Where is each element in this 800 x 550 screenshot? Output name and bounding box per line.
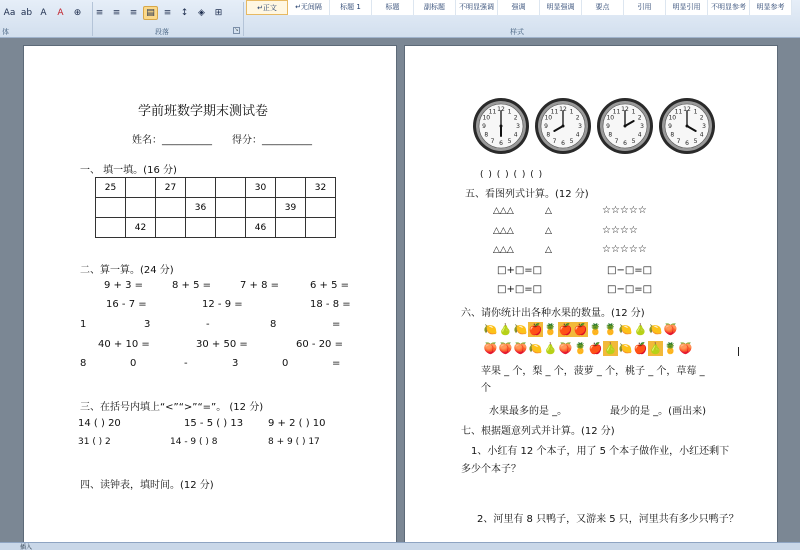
calc-item: - (206, 319, 210, 330)
calc-item: = (332, 319, 341, 330)
grid-cell: 32 (306, 178, 336, 198)
grid-cell[interactable] (156, 218, 186, 238)
svg-text:4: 4 (699, 131, 704, 139)
fruit-icon: 🍍 (603, 323, 618, 336)
number-grid (95, 177, 336, 238)
fruit-icon: 🍐 (648, 342, 663, 355)
svg-text:5: 5 (631, 137, 636, 145)
svg-text:3: 3 (702, 123, 706, 131)
svg-text:7: 7 (552, 137, 557, 145)
grid-cell[interactable] (306, 198, 336, 218)
fruit-icon: 🍎 (573, 323, 588, 336)
clock-face (473, 98, 529, 154)
format-button-icon[interactable]: ≡ (95, 8, 104, 18)
triangle-single: △ (545, 206, 552, 216)
fruit-icon: 🍑 (498, 342, 513, 355)
svg-text:5: 5 (693, 137, 698, 145)
calc-item: 9 + 3 = (104, 280, 144, 291)
grid-cell[interactable] (306, 218, 336, 238)
styles-gallery (246, 0, 800, 16)
style-item[interactable]: 明显强调 (540, 0, 582, 15)
styles-group-label: 样式 (510, 28, 524, 36)
triangle-group: △△△ (493, 245, 514, 255)
grid-cell[interactable] (156, 198, 186, 218)
fruit-icon: 🍑 (678, 342, 693, 355)
style-item[interactable]: ↵正文 (246, 0, 288, 15)
svg-text:8: 8 (608, 131, 613, 139)
svg-text:1: 1 (631, 108, 636, 116)
fruit-icon: 🍎 (528, 323, 543, 336)
grid-cell[interactable] (216, 218, 246, 238)
svg-text:4: 4 (637, 131, 642, 139)
fruit-icon: 🍋 (483, 323, 498, 336)
fruit-icon: 🍋 (618, 342, 633, 355)
paragraph-group-label: 段落 (155, 28, 169, 36)
grid-cell[interactable] (126, 198, 156, 218)
font-group-label: 体 (2, 28, 9, 36)
name-field: 姓名：__________ (132, 135, 212, 146)
grid-cell[interactable] (126, 178, 156, 198)
svg-text:6: 6 (685, 140, 689, 148)
ribbon-separator (92, 2, 93, 36)
svg-text:12: 12 (621, 106, 629, 114)
format-button-icon[interactable]: ⊞ (214, 8, 223, 18)
calc-item: 6 + 5 = (310, 280, 350, 291)
grid-cell: 30 (246, 178, 276, 198)
section-6-heading: 六、请你统计出各种水果的数量。(12 分) (461, 308, 645, 319)
format-button-icon[interactable]: A (57, 8, 64, 18)
star-row: ☆☆☆☆☆ (602, 244, 647, 255)
svg-text:5: 5 (569, 137, 574, 145)
svg-text:9: 9 (606, 123, 610, 131)
section-3-heading: 三、在括号内填上“<”“>”“=”。 (12 分) (80, 402, 264, 413)
text-cursor (738, 347, 739, 356)
style-item[interactable]: 引用 (624, 0, 666, 15)
fruit-icon: 🍋 (513, 323, 528, 336)
style-item[interactable]: 明显引用 (666, 0, 708, 15)
grid-cell: 36 (186, 198, 216, 218)
fruit-icon: 🍋 (618, 323, 633, 336)
calc-item: = (332, 358, 341, 369)
fruit-icon: 🍑 (483, 342, 498, 355)
svg-text:11: 11 (550, 108, 559, 116)
svg-text:1: 1 (569, 108, 574, 116)
svg-text:11: 11 (612, 108, 621, 116)
compare-item: 14 ( ) 20 (78, 418, 121, 429)
style-item[interactable]: 不明显强调 (456, 0, 498, 15)
section-7-heading: 七、根据题意列式并计算。(12 分) (461, 426, 615, 437)
triangle-group: △△△ (493, 226, 514, 236)
calc-item: 16 - 7 = (106, 299, 147, 310)
svg-text:12: 12 (559, 106, 567, 114)
calc-item: 18 - 8 = (310, 299, 351, 310)
clock-face (659, 98, 715, 154)
section-1-heading: 一、 填一填。(16 分) (80, 165, 177, 176)
calc-item: 8 + 5 = (172, 280, 212, 291)
style-item[interactable]: 明显参考 (750, 0, 792, 15)
svg-text:6: 6 (623, 140, 627, 148)
section-2-heading: 二、算一算。(24 分) (80, 265, 174, 276)
calc-item: 3 (144, 319, 151, 330)
format-button-icon[interactable]: Aa (3, 8, 16, 18)
svg-text:8: 8 (670, 131, 675, 139)
clock-face (535, 98, 591, 154)
calc-item: 1 (80, 319, 87, 330)
triangle-single: △ (545, 226, 552, 236)
insert-mode-label[interactable]: 插入 (20, 544, 33, 550)
svg-text:1: 1 (507, 108, 512, 116)
page-1 (23, 45, 397, 550)
grid-cell: 25 (96, 178, 126, 198)
grid-cell[interactable] (246, 198, 276, 218)
box-equation: □+□=□ (497, 265, 543, 276)
style-item[interactable]: 标题 (372, 0, 414, 15)
grid-cell[interactable] (276, 178, 306, 198)
clock-faces (405, 92, 778, 162)
dialog-launcher-icon[interactable]: ↘ (234, 27, 239, 33)
grid-cell[interactable] (96, 218, 126, 238)
format-button-icon[interactable]: A (40, 8, 47, 18)
question-1: 1、小红有 12 个本子，用了 5 个本子做作业，小红还剩下 (471, 446, 730, 457)
fruit-icon: 🍍 (573, 342, 588, 355)
style-item[interactable]: 不明显参考 (708, 0, 750, 15)
score-field: 得分：__________ (232, 135, 312, 146)
calc-item: - (184, 358, 188, 369)
triangle-single: △ (545, 245, 552, 255)
svg-text:5: 5 (507, 137, 512, 145)
compare-item: 31 ( ) 2 (78, 437, 111, 447)
svg-text:10: 10 (668, 114, 677, 122)
svg-text:2: 2 (637, 114, 642, 122)
svg-text:10: 10 (482, 114, 491, 122)
fruit-row-2 (483, 341, 693, 356)
grid-cell: 46 (246, 218, 276, 238)
fruit-icon: 🍑 (513, 342, 528, 355)
grid-cell[interactable] (96, 198, 126, 218)
compare-item: 15 - 5 ( ) 13 (184, 418, 244, 429)
fruit-icon: 🍍 (663, 342, 678, 355)
fruit-icon: 🍑 (663, 323, 678, 336)
clock-face (597, 98, 653, 154)
section-5-heading: 五、看图列式计算。(12 分) (465, 189, 589, 200)
fruit-least-line: 最少的是 _。(画出来) (610, 406, 706, 417)
svg-text:3: 3 (640, 123, 644, 131)
style-item[interactable]: 副标题 (414, 0, 456, 15)
svg-text:8: 8 (546, 131, 551, 139)
svg-text:4: 4 (575, 131, 580, 139)
format-button-icon[interactable]: ▤ (143, 6, 158, 20)
svg-text:11: 11 (674, 108, 683, 116)
box-equation: □−□=□ (607, 284, 653, 295)
ribbon (0, 0, 800, 38)
grid-cell[interactable] (216, 198, 246, 218)
calc-item: 30 + 50 = (196, 339, 248, 350)
calc-item: 8 (80, 358, 87, 369)
style-item[interactable]: 标题 1 (330, 0, 372, 15)
fruit-icon: 🍐 (603, 342, 618, 355)
format-button-icon[interactable]: ≡ (129, 8, 138, 18)
calc-item: 0 (282, 358, 289, 369)
compare-item: 14 - 9 ( ) 8 (170, 437, 218, 447)
svg-text:10: 10 (544, 114, 553, 122)
grid-cell[interactable] (186, 218, 216, 238)
svg-text:9: 9 (482, 123, 486, 131)
fruit-count-unit: 个 (481, 383, 491, 394)
page-2 (404, 45, 778, 550)
format-toolbar (2, 5, 226, 21)
box-equation: □−□=□ (607, 265, 653, 276)
svg-text:2: 2 (513, 114, 518, 122)
fruit-icon: 🍐 (543, 342, 558, 355)
fruit-icon: 🍍 (543, 323, 558, 336)
fruit-count-line: 苹果 _ 个，梨 _ 个，菠萝 _ 个，桃子 _ 个，草莓 _ (481, 366, 705, 377)
box-equation: □+□=□ (497, 284, 543, 295)
style-item[interactable]: ↵无间隔 (288, 0, 330, 15)
grid-cell: 27 (156, 178, 186, 198)
calc-item: 12 - 9 = (202, 299, 243, 310)
calc-item: 60 - 20 = (296, 339, 343, 350)
calc-item: 40 + 10 = (98, 339, 150, 350)
grid-cell[interactable] (276, 218, 306, 238)
svg-text:10: 10 (606, 114, 615, 122)
svg-text:12: 12 (683, 106, 691, 114)
clock-answer-parens: ( ) ( ) ( ) ( ) (480, 170, 544, 180)
svg-text:7: 7 (490, 137, 495, 145)
fruit-icon: 🍋 (648, 323, 663, 336)
calc-item: 3 (232, 358, 239, 369)
fruit-icon: 🍍 (588, 323, 603, 336)
format-button-icon[interactable]: ◈ (198, 8, 205, 18)
format-button-icon[interactable]: ≡ (112, 8, 121, 18)
calc-item: 8 (270, 319, 277, 330)
status-bar (0, 542, 800, 550)
section-4-heading: 四、读钟表，填时间。(12 分) (80, 480, 214, 491)
compare-item: 8 + 9 ( ) 17 (268, 437, 320, 447)
ribbon-separator (243, 2, 244, 36)
svg-text:3: 3 (578, 123, 582, 131)
fruit-icon: 🍎 (633, 342, 648, 355)
svg-text:6: 6 (499, 140, 503, 148)
format-button-icon[interactable]: ≡ (163, 8, 172, 18)
calc-item: 0 (130, 358, 137, 369)
grid-row (96, 198, 336, 218)
svg-text:6: 6 (561, 140, 565, 148)
grid-cell[interactable] (186, 178, 216, 198)
triangle-group: △△△ (493, 206, 514, 216)
format-button-icon[interactable]: ↕ (180, 8, 189, 18)
compare-item: 9 + 2 ( ) 10 (268, 418, 326, 429)
svg-text:11: 11 (488, 108, 497, 116)
svg-text:7: 7 (614, 137, 619, 145)
grid-row (96, 218, 336, 238)
fruit-icon: 🍐 (633, 323, 648, 336)
grid-cell[interactable] (216, 178, 246, 198)
fruit-icon: 🍐 (498, 323, 513, 336)
question-1-cont: 多少个本子？ (461, 464, 521, 475)
svg-text:7: 7 (676, 137, 681, 145)
svg-text:9: 9 (668, 123, 672, 131)
style-item[interactable]: 强调 (498, 0, 540, 15)
question-2: 2、河里有 8 只鸭子，又游来 5 只，河里共有多少只鸭子？ (477, 514, 739, 525)
svg-text:1: 1 (693, 108, 698, 116)
svg-text:12: 12 (497, 106, 505, 114)
svg-text:8: 8 (484, 131, 489, 139)
fruit-icon: 🍑 (558, 342, 573, 355)
svg-text:2: 2 (699, 114, 704, 122)
svg-text:4: 4 (513, 131, 518, 139)
format-button-icon[interactable]: ⊕ (73, 8, 82, 18)
star-row: ☆☆☆☆ (602, 225, 638, 236)
fruit-row-1 (483, 322, 678, 337)
svg-text:3: 3 (516, 123, 520, 131)
svg-text:2: 2 (575, 114, 580, 122)
style-item[interactable]: 要点 (582, 0, 624, 15)
fruit-most-line: 水果最多的是 _。 (489, 406, 568, 417)
star-row: ☆☆☆☆☆ (602, 205, 647, 216)
format-button-icon[interactable]: ab (20, 8, 33, 18)
grid-cell: 39 (276, 198, 306, 218)
fruit-icon: 🍎 (588, 342, 603, 355)
grid-cell: 42 (126, 218, 156, 238)
fruit-icon: 🍋 (528, 342, 543, 355)
grid-row (96, 178, 336, 198)
svg-text:9: 9 (544, 123, 548, 131)
calc-item: 7 + 8 = (240, 280, 280, 291)
exam-title: 学前班数学期末测试卷 (138, 104, 269, 119)
fruit-icon: 🍎 (558, 323, 573, 336)
